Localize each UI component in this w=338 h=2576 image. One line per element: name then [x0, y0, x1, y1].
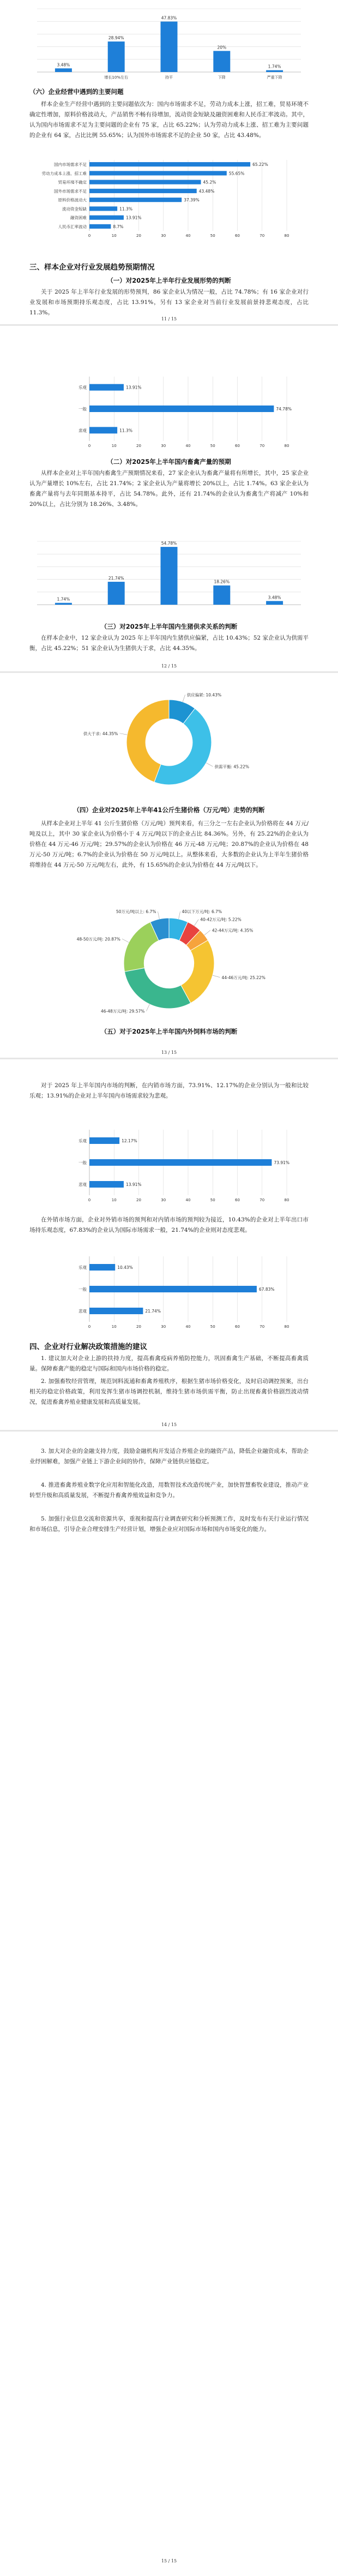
data-label: 12.17% — [122, 1138, 137, 1143]
tick-label: 30 — [161, 1325, 166, 1329]
tick-label: 50 — [210, 234, 215, 238]
hog-price-donut-chart — [29, 906, 309, 1021]
pie-slice — [181, 940, 214, 1003]
data-label: 47.83% — [161, 15, 177, 21]
tick-label: 30 — [161, 1198, 166, 1202]
slice-label: 46-48万元/吨: 29.57% — [101, 1009, 145, 1014]
page-break — [0, 1058, 338, 1059]
slice-label: 48-50万元/吨: 20.87% — [76, 937, 120, 942]
bar — [89, 1308, 143, 1314]
tick-label: 60 — [235, 1325, 240, 1329]
bar — [89, 216, 124, 220]
bar — [89, 384, 124, 391]
tick-label: 下降 — [218, 75, 226, 80]
tick-label: 0 — [88, 1198, 91, 1202]
data-label: 13.91% — [125, 215, 142, 220]
data-label: 21.74% — [108, 575, 124, 581]
category-label: 劳动力成本上涨、招工难 — [41, 171, 87, 176]
page-number: 14 / 15 — [161, 1422, 177, 1427]
tick-label: 70 — [259, 1325, 265, 1329]
slice-label: 40-42万元/吨: 5.22% — [200, 917, 242, 922]
data-label: 55.65% — [228, 171, 245, 176]
data-label: 3.48% — [57, 62, 70, 68]
pie-slice — [124, 968, 190, 1009]
page-number: 11 / 15 — [161, 317, 177, 321]
tick-label: 40 — [185, 234, 191, 238]
category-label: 乐观 — [79, 1265, 87, 1270]
slice-label: 供大于求: 44.35% — [83, 731, 118, 736]
category-label: 融资困难 — [70, 215, 87, 220]
leader-line — [194, 920, 198, 926]
category-label: 流动资金短缺 — [62, 206, 87, 212]
category-label: 乐观 — [79, 385, 87, 390]
section-4-heading: 四、企业对行业解决政策措施的建议 — [29, 1343, 147, 1351]
bar — [266, 70, 283, 72]
category-label: 贸易环境不确定 — [58, 180, 87, 185]
bar — [89, 198, 182, 202]
page-number: 12 / 15 — [161, 664, 177, 669]
bar — [89, 162, 250, 166]
tick-label: 80 — [284, 1198, 289, 1202]
paragraph-4-1: 1. 建议加大对企业上游的扶持力度，提高畜禽疫病养殖防控能力，巩固畜禽生产基础，不断提高畜禽质量。保障畜禽产能的稳定与国际和国内市场价格的稳定。 — [29, 1355, 309, 1372]
slice-label: 供需平衡: 45.22% — [214, 764, 250, 770]
data-label: 1.74% — [57, 597, 70, 602]
category-label: 一般 — [79, 407, 87, 412]
bar — [266, 601, 283, 605]
paragraph-3-5a: 对于 2025 年上半年国内市场的判断，在内销市场方面，73.91%、12.17%的企业分别认为一般和比较乐观；13.91%的企业对上半年国内市场需求较为悲观。 — [29, 1082, 309, 1099]
tick-label: 增长10%左右 — [104, 75, 128, 80]
paragraph-3-4: 从样本企业对上半年 41 公斤生猪价格（万元/吨）预判来看，有三分之一左右企业认为价格将在 44 万元/吨及以上，其中 30 家企业认为价格小于 4 万元/吨以下的企业占比 84.36%。另外，有 25.22%的企业认为价格在 44 万元-46 万元/吨；29.57%的企业认为价格在 46 万元-48 万元/吨；20.87%的企业认为价格在 48 万元-50 万元/吨；6.7%的企业认为价格在 50 万元/吨以上。从整体来看，大多数的企业认为上半年生猪价格将维持在 44 万元-50 万元/吨左右，此外，有 15.65%的企业认为价格在 44 万元/吨以下。 — [29, 820, 309, 868]
paragraph-3-3: 在样本企业中，12 家企业认为 2025 年上半年国内生猪供应偏紧，占比 10.43%；52 家企业认为供需平衡，占比 45.22%；51 家企业认为生猪供大于求，占比 44.35%。 — [29, 635, 309, 652]
tick-label: 70 — [259, 1198, 265, 1202]
category-label: 乐观 — [79, 1138, 87, 1143]
leader-line — [179, 911, 180, 919]
section-problem-title: （六）企业经营中遇到的主要问题 — [29, 88, 124, 96]
tick-label: 50 — [210, 444, 215, 448]
bar — [213, 51, 230, 72]
bar — [108, 41, 125, 72]
bar — [55, 68, 72, 72]
data-label: 45.2% — [203, 180, 216, 185]
data-label: 43.48% — [198, 188, 215, 194]
bar — [213, 586, 230, 605]
leader-line — [158, 911, 159, 919]
leader-line — [204, 931, 210, 935]
subsection-3-2-title: （二）对2025年上半年国内畜禽产量的预期 — [107, 458, 231, 466]
bar — [89, 406, 274, 412]
category-label: 悲观 — [79, 1309, 87, 1314]
business-problems-chart — [29, 154, 309, 242]
tick-label: 80 — [284, 234, 289, 238]
tick-label: 30 — [161, 444, 166, 448]
paragraph-3-2: 从样本企业对上半年国内畜禽生产预期情况来看，27 家企业认为畜禽产量将有所增长，其中，25 家企业认为产量增长 10%左右，占比 21.74%；2 家企业认为产量将增长 20%以上，占比 1.74%。63 家企业认为畜禽产量将与去年同期基本持平，占比 54.78%。此外，还有 21.74%的企业认为畜禽生产将减产 10%和 20%以上，占比分别为 18.26%、3.48%。 — [29, 470, 309, 508]
bar — [89, 189, 197, 193]
data-label: 54.78% — [161, 541, 177, 546]
paragraph-3-5b: 在外销市场方面，企业对外销市场的预判和对内销市场的预判较为接近，10.43%的企业对上半年出口市场持乐观态度，67.83%的企业认为国际市场需求一般，21.74%的企业则对态度悲观。 — [29, 1217, 309, 1233]
slice-label: 42-44万元/吨: 4.35% — [212, 928, 254, 933]
data-label: 37.39% — [184, 198, 200, 203]
page-number: 15 / 15 — [161, 2559, 177, 2563]
bar — [89, 206, 117, 211]
data-label: 74.78% — [276, 407, 292, 412]
tick-label: 20 — [136, 1325, 141, 1329]
subsection-3-5-title: （五）对于2025年上半年国内外饲料市场的判断 — [100, 1028, 238, 1035]
data-label: 3.48% — [268, 595, 281, 600]
data-label: 13.91% — [125, 1182, 142, 1187]
slice-label: 50万元/吨以上: 6.7% — [116, 909, 156, 915]
bar — [89, 1137, 119, 1144]
paragraph-3-1: 关于 2025 年上半年行业发展的形势预判，86 家企业认为情况一般，占比 74.78%；有 16 家企业对行业发展和市场预期持乐观态度，占比 13.91%，另有 13 家企业对当前行业发展前景持悲观态度，占比 11.3%。 — [29, 289, 309, 316]
page-number: 13 / 15 — [161, 1050, 177, 1055]
leader-line — [183, 695, 185, 702]
leader-line — [122, 939, 129, 942]
data-label: 11.3% — [119, 206, 132, 212]
data-label: 18.26% — [214, 579, 230, 585]
bar — [108, 582, 125, 605]
paragraph-4-2: 2. 加强畜牧经营管理，规范饲料流通和畜禽养殖秩序，根据生猪市场价格变化，及时启动调控预案，出台相关的稳定价格政策，利用发挥生猪市场调控机制，维持生猪市场供需平衡，防止出现畜禽价格剧烈波动情况，促进畜禽养殖业健康发展和高质量发展。 — [29, 1378, 309, 1405]
slice-label: 40以下万元/吨: 6.7% — [182, 909, 222, 915]
tick-label: 严重下降 — [267, 75, 282, 80]
tick-label: 80 — [284, 1325, 289, 1329]
slice-label: 44-46万元/吨: 25.22% — [221, 975, 265, 980]
bar — [89, 427, 117, 433]
export-market-chart — [29, 1251, 309, 1333]
paragraph-4-3: 3. 加大对企业的金融支持力度，鼓励金融机构开发适合养殖企业的融资产品，降低企业融资成本，帮助企业纾困解难，加强产业链上下游企业间的协作，保障产业链供应链稳定。 — [29, 1448, 309, 1465]
leader-line — [206, 763, 213, 767]
bar — [161, 547, 178, 605]
tick-label: 80 — [284, 444, 289, 448]
category-label: 国内市场需求不足 — [54, 162, 87, 168]
tick-label: 10 — [111, 444, 117, 448]
tick-label: 20 — [136, 1198, 141, 1202]
bar — [89, 171, 227, 175]
tick-label: 10 — [111, 1198, 117, 1202]
tick-label: 10 — [111, 1325, 117, 1329]
domestic-market-chart — [29, 1124, 309, 1206]
category-label: 人民币汇率波动 — [58, 224, 87, 229]
tick-label: 20 — [136, 444, 141, 448]
page-break — [0, 324, 338, 326]
tick-label: 50 — [210, 1325, 215, 1329]
tick-label: 40 — [185, 1198, 191, 1202]
data-label: 1.74% — [268, 64, 281, 69]
category-label: 一般 — [79, 1160, 87, 1165]
bar — [89, 224, 111, 229]
subsection-3-1-title: （一）对2025年上半年行业发展形势的判断 — [107, 277, 231, 284]
data-label: 20% — [217, 45, 227, 50]
tick-label: 30 — [161, 234, 166, 238]
leader-line — [213, 975, 220, 977]
tick-label: 0 — [88, 234, 91, 238]
hog-supply-pie-chart — [29, 688, 309, 797]
problem-distribution-chart — [29, 2, 309, 84]
category-label: 原料价格波动大 — [58, 198, 87, 203]
paragraph-4-5: 5. 加强行业信息交流和资源共享，重视和提高行业调查研究和分析预测工作，及时发布有关行业运行情况和市场信息，引导企业合理安排生产经营计划，增强企业应对国际市场和国内市场变化的能力。 — [29, 1516, 309, 1533]
industry-outlook-chart — [29, 371, 309, 452]
page-break — [0, 1430, 338, 1432]
tick-label: 10 — [111, 234, 117, 238]
subsection-3-3-title: （三）对2025年上半年国内生猪供求关系的判断 — [100, 623, 238, 630]
paragraph-4-4: 4. 推进畜禽养殖业数字化应用和智能化改造，用数智技术改造传统产业，加快智慧畜牧业建设，推动产业转型升级和高质量发展，不断提升畜禽养殖效益和竞争力。 — [29, 1482, 309, 1499]
tick-label: 持平 — [165, 75, 173, 80]
slice-label: 供应偏紧: 10.43% — [186, 692, 222, 697]
category-label: 国外市场需求不足 — [54, 188, 87, 194]
tick-label: 60 — [235, 1198, 240, 1202]
leader-line — [119, 734, 127, 735]
bar — [89, 1264, 115, 1271]
category-label: 悲观 — [79, 428, 87, 433]
subsection-3-4-title: （四）企业对2025年上半年41公斤生猪价格（万元/吨）走势的判断 — [73, 806, 265, 814]
tick-label: 60 — [235, 444, 240, 448]
data-label: 28.94% — [108, 35, 124, 41]
data-label: 73.91% — [274, 1160, 290, 1165]
bar — [161, 22, 178, 72]
tick-label: 70 — [259, 444, 265, 448]
bar — [89, 1159, 271, 1166]
bar — [89, 1181, 124, 1188]
tick-label: 20 — [136, 234, 141, 238]
bar — [89, 1286, 257, 1292]
data-label: 10.43% — [117, 1265, 133, 1270]
tick-label: 40 — [185, 444, 191, 448]
section-3-heading: 三、样本企业对行业发展趋势预期情况 — [29, 263, 155, 272]
tick-label: 70 — [259, 234, 265, 238]
page-break — [0, 671, 338, 673]
data-label: 67.83% — [258, 1287, 275, 1292]
leader-line — [146, 1004, 149, 1011]
output-expectation-chart — [29, 535, 309, 617]
bar — [55, 603, 72, 605]
data-label: 13.91% — [125, 385, 142, 390]
category-label: 一般 — [79, 1287, 87, 1292]
tick-label: 0 — [88, 1325, 91, 1329]
data-label: 11.3% — [119, 428, 132, 433]
tick-label: 40 — [185, 1325, 191, 1329]
tick-label: 60 — [235, 234, 240, 238]
data-label: 8.7% — [113, 224, 124, 229]
data-label: 65.22% — [252, 162, 268, 168]
bar — [89, 180, 201, 184]
tick-label: 50 — [210, 1198, 215, 1202]
tick-label: 0 — [88, 444, 91, 448]
paragraph-problem: 样本企业生产经营中遇到的主要问题依次为：国内市场需求不足，劳动力成本上涨，招工难，贸易环境不确定性增加，原料价格波动大，产品销售不畅有待增加，流动资金短缺及融资困难和人民币汇率波动。其中，认为国内市场需求不足为主要问题的企业有 75 家，占比 65.22%；认为劳动力成本上涨、招工难为主要问题的企业有 64 家，占比比例 55.65%；认为国外市场需求不足的企业 50 家，占比 43.48%。 — [29, 101, 309, 139]
data-label: 21.74% — [145, 1309, 161, 1314]
category-label: 悲观 — [79, 1182, 87, 1187]
